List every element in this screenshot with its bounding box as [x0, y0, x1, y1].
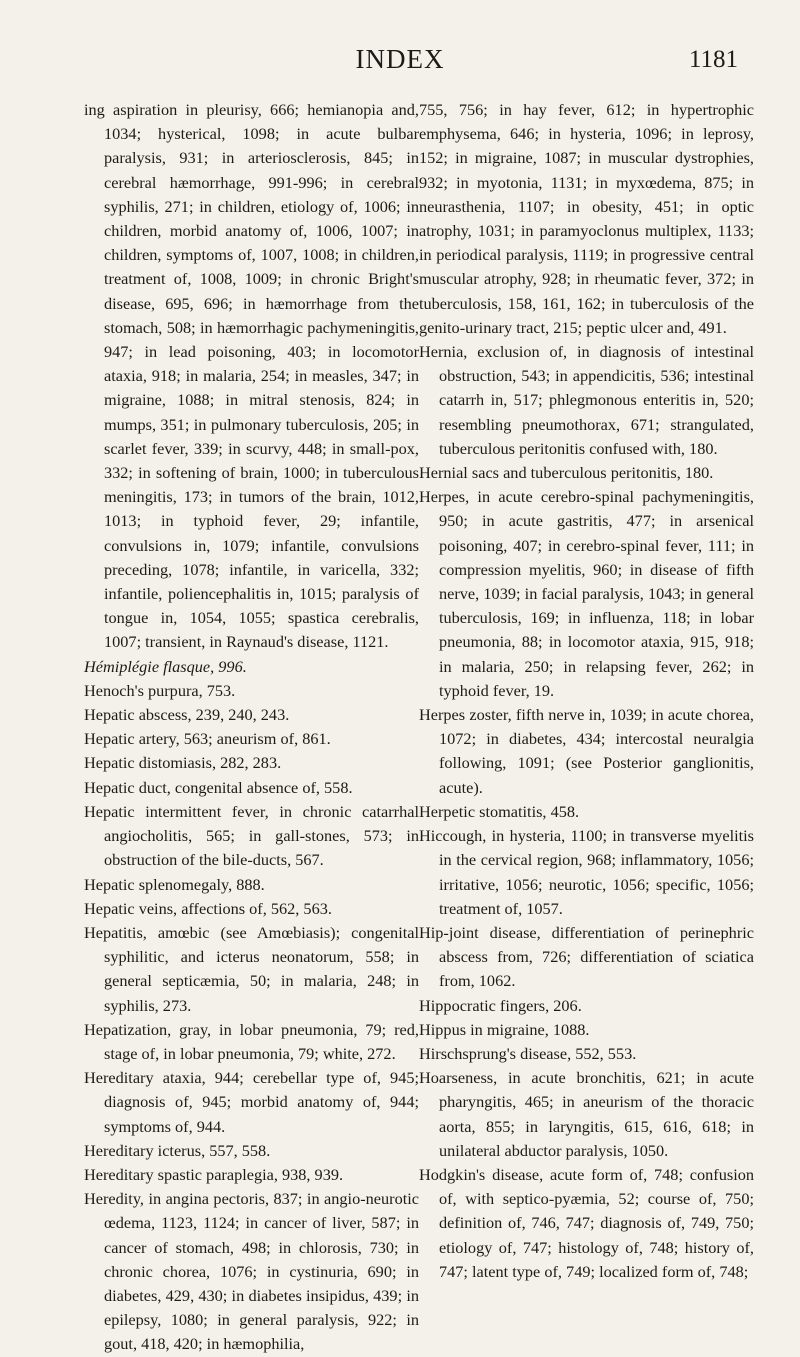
index-entry: Hippocratic fingers, 206. — [419, 995, 582, 1015]
index-entry: Hepatitis, amœbic (see Amœbiasis); congenital syphilitic, and icterus neonatorum, 558; in general septicæmia, 50; in malaria, 248; in syphilis, 273. — [84, 922, 419, 1015]
index-entry: Hémiplégie flasque, 996. — [84, 656, 247, 676]
index-entry: Hodgkin's disease, acute form of, 748; confusion of, with septico-pyæmia, 52; course of, 750; definition of, 746, 747; diagnosis of, 749, 750; etiology of, 747; histology of, 748; history of, 747; latent type of, 749; localized form of, 748; — [419, 1164, 754, 1281]
running-title: INDEX — [355, 44, 445, 74]
index-entry: Hippus in migraine, 1088. — [419, 1019, 590, 1039]
index-entry: Hepatic abscess, 239, 240, 243. — [84, 705, 290, 725]
page-header — [0, 44, 800, 84]
index-entry: Hepatic duct, congenital absence of, 558. — [84, 777, 353, 797]
index-entry: Hepatic distomiasis, 282, 283. — [84, 753, 282, 773]
index-entry: Hepatic artery, 563; aneurism of, 861. — [84, 729, 331, 749]
index-entry: Hereditary spastic paraplegia, 938, 939. — [84, 1164, 344, 1184]
index-entry: ing aspiration in pleurisy, 666; hemianopia and, 1034; hysterical, 1098; in acute bulbar paralysis, 931; in arteriosclerosis, 845; in cerebral hæmorrhage, 991-996; in cerebral syphilis, 271; in children, etiology of, 1006; in children, morbid anatomy of, 1006, 1007; in children, symptoms of, 1007, 1008; in children, treatment of, 1008, 1009; in chronic Bright's disease, 695, 696; in hæmorrhage from the stomach, 508; in hæmorrhagic pachymeningitis, 947; in lead poisoning, 403; in locomotor ataxia, 918; in malaria, 254; in measles, 347; in migraine, 1088; in mitral stenosis, 824; in mumps, 351; in pulmonary tuberculosis, 205; in scarlet fever, 339; in scurvy, 448; in small-pox, 332; in softening of brain, 1000; in tuberculous meningitis, 173; in tumors of the brain, 1012, 1013; in typhoid fever, 29; infantile, convulsions in, 1079; infantile, convulsions preceding, 1078; infantile, in varicella, 332; infantile, poliencephalitis in, 1015; paralysis of tongue in, 1054, 1055; spastica cerebralis, 1007; transient, in Raynaud's disease, 1121. — [84, 100, 419, 652]
index-entry: Hip-joint disease, differentiation of perinephric abscess from, 726; differentiation of sciatica from, 1062. — [419, 922, 754, 991]
index-entry: Hereditary ataxia, 944; cerebellar type of, 945; diagnosis of, 945; morbid anatomy of, 944; symptoms of, 944. — [84, 1068, 419, 1136]
index-entry: Hirschsprung's disease, 552, 553. — [419, 1043, 637, 1063]
index-entry: Hereditary icterus, 557, 558. — [84, 1140, 271, 1160]
index-entry: Herpetic stomatitis, 458. — [419, 801, 580, 821]
index-entry: Hoarseness, in acute bronchitis, 621; in acute pharyngitis, 465; in aneurism of the thoracic aorta, 855; in laryngitis, 615, 616, 618; in unilateral abductor paralysis, 1050. — [419, 1068, 754, 1160]
index-entry: Henoch's purpura, 753. — [84, 680, 236, 700]
index-entry: Hepatic splenomegaly, 888. — [84, 874, 265, 894]
page-number: 1181 — [688, 46, 738, 73]
index-entry: 755, 756; in hay fever, 612; in hypertrophic emphysema, 646; in hysteria, 1096; in leprosy, 152; in migraine, 1087; in muscular dystrophies, 932; in myotonia, 1131; in myxœdema, 875; in neurasthenia, 1107; in obesity, 451; in optic atrophy, 1031; in paramyoclonus multiplex, 1133; in periodical paralysis, 1119; in progressive central muscular atrophy, 928; in rheumatic fever, 372; in tuberculosis, 158, 161, 162; in tuberculosis of the genito-urinary tract, 215; peptic ulcer and, 491. — [419, 100, 754, 337]
index-entry: Hiccough, in hysteria, 1100; in transverse myelitis in the cervical region, 968; inflammatory, 1056; irritative, 1056; neurotic, 1056; specific, 1056; treatment of, 1057. — [419, 826, 754, 918]
right-column — [419, 98, 754, 1284]
index-entry: Hepatic veins, affections of, 562, 563. — [84, 898, 332, 918]
index-entry: Herpes zoster, fifth nerve in, 1039; in acute chorea, 1072; in diabetes, 434; intercostal neuralgia following, 1091; (see Posterior ganglionitis, acute). — [419, 705, 754, 797]
index-entry: Hernia, exclusion of, in diagnosis of intestinal obstruction, 543; in appendicitis, 536; intestinal catarrh in, 517; phlegmonous enteritis in, 520; resembling pneumothorax, 671; strangulated, tuberculous peritonitis confused with, 180. — [419, 342, 754, 458]
index-entry: Hernial sacs and tuberculous peritonitis, 180. — [419, 463, 714, 483]
index-entry: Heredity, in angina pectoris, 837; in angio-neurotic œdema, 1123, 1124; in cancer of liver, 587; in cancer of stomach, 498; in chlorosis, 730; in chronic chorea, 1076; in cystinuria, 690; in diabetes, 429, 430; in diabetes insipidus, 439; in epilepsy, 1080; in general paralysis, 922; in gout, 418, 420; in hæmophilia, — [84, 1189, 419, 1354]
index-entry: Hepatization, gray, in lobar pneumonia, 79; red, stage of, in lobar pneumonia, 79; white, 272. — [84, 1019, 419, 1063]
left-column — [84, 98, 419, 1357]
index-entry: Hepatic intermittent fever, in chronic catarrhal angiocholitis, 565; in gall-stones, 573; in obstruction of the bile-ducts, 567. — [84, 801, 419, 870]
index-entry: Herpes, in acute cerebro-spinal pachymeningitis, 950; in acute gastritis, 477; in arsenical poisoning, 407; in cerebro-spinal fever, 111; in compression myelitis, 960; in disease of fifth nerve, 1039; in facial paralysis, 1043; in general tuberculosis, 169; in influenza, 118; in lobar pneumonia, 88; in locomotor ataxia, 915, 918; in malaria, 250; in relapsing fever, 262; in typhoid fever, 19. — [419, 487, 754, 700]
